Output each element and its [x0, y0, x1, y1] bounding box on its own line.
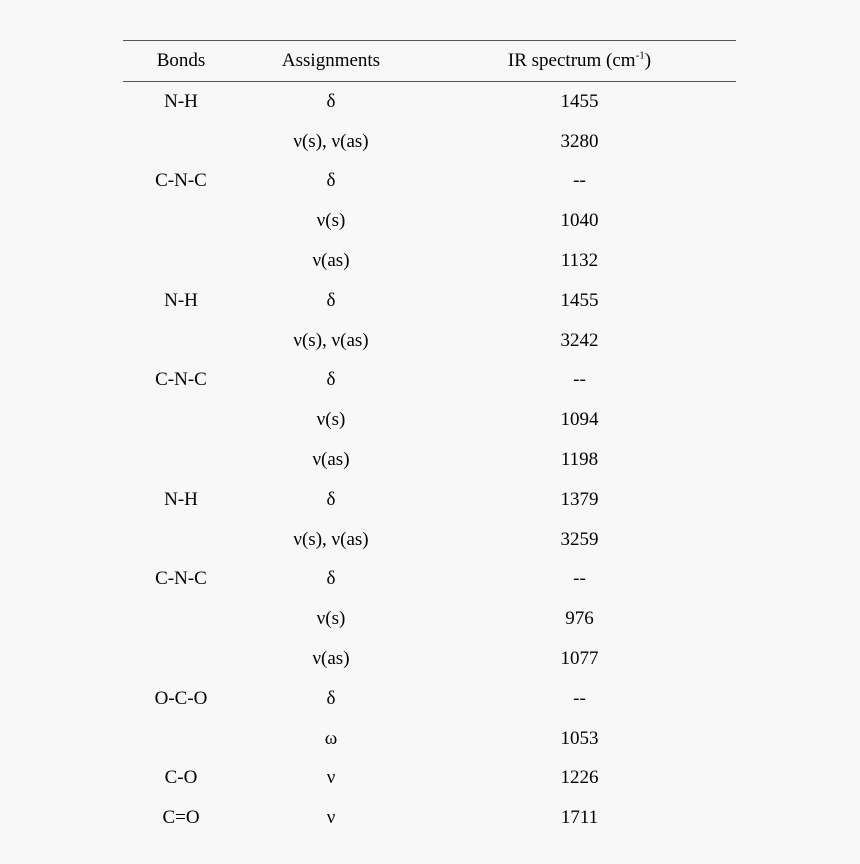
header-ir-suffix: ) — [644, 50, 652, 71]
bond-cell: C-N-C — [155, 568, 207, 590]
assignment-cell: δ — [326, 90, 336, 112]
ir-value-cell: 1455 — [560, 289, 599, 311]
ir-value-cell: 1455 — [560, 90, 599, 112]
bond-cell — [123, 241, 239, 281]
bond-cell — [123, 639, 239, 679]
ir-value-cell: -- — [573, 170, 586, 192]
ir-value-cell: 1094 — [560, 409, 599, 431]
assignment-cell: ν(as) — [312, 648, 350, 670]
bond-cell: N-H — [164, 90, 198, 112]
table-row — [123, 719, 736, 759]
ir-value-cell: 976 — [565, 608, 594, 630]
table-row — [123, 679, 736, 719]
bond-cell: C-N-C — [155, 170, 207, 192]
assignment-cell: δ — [326, 488, 336, 510]
table-row — [123, 241, 736, 281]
assignment-cell: ν(s), ν(as) — [293, 528, 369, 550]
table-row — [123, 281, 736, 321]
table-header — [123, 41, 736, 82]
header-ir-unit-exponent: -1 — [635, 49, 645, 62]
assignment-cell: ν(s) — [316, 210, 346, 232]
table-row — [123, 560, 736, 600]
assignment-cell: δ — [326, 568, 336, 590]
ir-value-cell: 1077 — [560, 648, 599, 670]
ir-value-cell: -- — [573, 687, 586, 709]
table-row — [123, 321, 736, 361]
header-ir-prefix: IR spectrum (cm — [507, 50, 636, 71]
assignment-cell: δ — [326, 289, 336, 311]
assignment-cell: ν(s), ν(as) — [293, 130, 369, 152]
ir-value-cell: 1053 — [560, 727, 599, 749]
ir-value-cell: 3259 — [560, 528, 599, 550]
ir-value-cell: 3242 — [560, 329, 599, 351]
ir-value-cell: 1711 — [560, 807, 599, 829]
bond-cell — [123, 201, 239, 241]
assignment-cell: ν(as) — [312, 250, 350, 272]
assignment-cell: δ — [326, 369, 336, 391]
table-row — [123, 162, 736, 202]
bond-cell: N-H — [164, 488, 198, 510]
table-row — [123, 759, 736, 799]
bond-cell — [123, 321, 239, 361]
table-row — [123, 639, 736, 679]
assignment-cell: ν(s) — [316, 409, 346, 431]
table-row — [123, 599, 736, 639]
ir-assignment-table — [123, 40, 736, 838]
ir-value-cell: -- — [573, 369, 586, 391]
table-row — [123, 361, 736, 401]
ir-value-cell: 3280 — [560, 130, 599, 152]
assignment-cell: ν — [326, 767, 336, 789]
ir-value-cell: 1198 — [560, 449, 599, 471]
table-row — [123, 520, 736, 560]
table-row — [123, 440, 736, 480]
bond-cell — [123, 719, 239, 759]
header-assignments: Assignments — [281, 50, 381, 71]
bond-cell: N-H — [164, 289, 198, 311]
bond-cell: C=O — [162, 807, 200, 829]
ir-value-cell: 1226 — [560, 767, 599, 789]
bond-cell — [123, 440, 239, 480]
table-row — [123, 201, 736, 241]
assignment-cell: δ — [326, 687, 336, 709]
ir-value-cell: 1379 — [560, 488, 599, 510]
table-row — [123, 400, 736, 440]
assignment-cell: ν(as) — [312, 449, 350, 471]
table-row — [123, 798, 736, 838]
assignment-cell: ω — [324, 727, 338, 749]
bond-cell: C-O — [164, 767, 198, 789]
assignment-cell: ν(s) — [316, 608, 346, 630]
table-body — [123, 82, 736, 839]
bond-cell — [123, 122, 239, 162]
header-bonds: Bonds — [156, 50, 206, 71]
table-row — [123, 122, 736, 162]
assignment-cell: ν(s), ν(as) — [293, 329, 369, 351]
bond-cell — [123, 520, 239, 560]
header-row — [123, 41, 736, 82]
ir-value-cell: 1132 — [560, 250, 599, 272]
table-row — [123, 480, 736, 520]
assignment-cell: ν — [326, 807, 336, 829]
assignment-cell: δ — [326, 170, 336, 192]
bond-cell — [123, 599, 239, 639]
bond-cell: C-N-C — [155, 369, 207, 391]
ir-assignment-table-container — [123, 40, 736, 838]
table-row — [123, 82, 736, 122]
ir-value-cell: 1040 — [560, 210, 599, 232]
ir-value-cell: -- — [573, 568, 586, 590]
bond-cell — [123, 400, 239, 440]
bond-cell: O-C-O — [154, 687, 208, 709]
header-ir-spectrum — [423, 41, 736, 82]
